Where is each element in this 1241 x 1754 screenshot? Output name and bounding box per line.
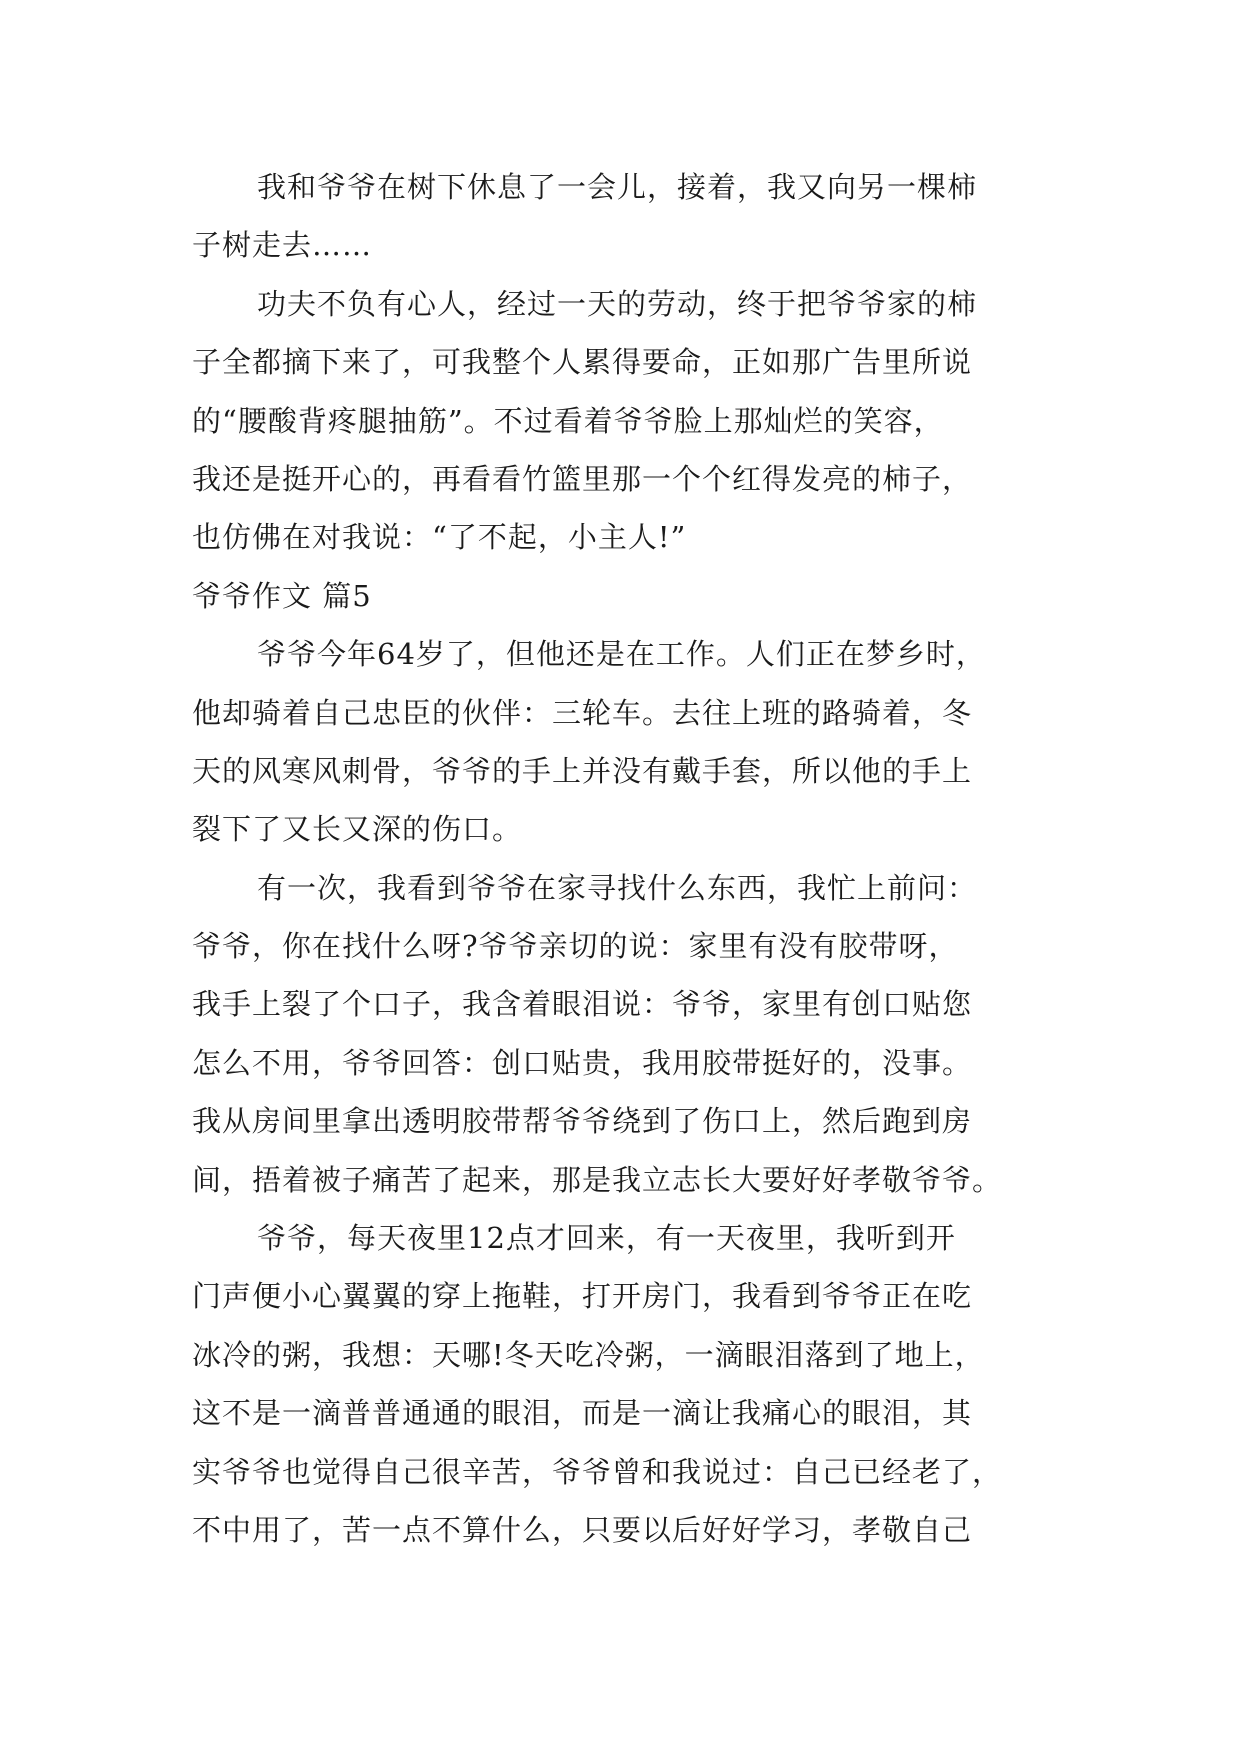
paragraph-line: 不中用了，苦一点不算什么，只要以后好好学习，孝敬自己 xyxy=(192,1512,973,1547)
paragraph-line: 爷爷，你在找什么呀?爷爷亲切的说：家里有没有胶带呀， xyxy=(192,929,959,964)
paragraph-line: 我和爷爷在树下休息了一会儿，接着，我又向另一棵柿 xyxy=(257,170,978,204)
section-heading: 爷爷作文 篇5 xyxy=(192,578,372,613)
paragraph-line: 有一次，我看到爷爷在家寻找什么东西，我忙上前问： xyxy=(257,870,978,905)
paragraph-line: 间，捂着被子痛苦了起来，那是我立志长大要好好孝敬爷爷。 xyxy=(192,1162,1003,1197)
paragraph-line: 爷爷今年64岁了，但他还是在工作。人们正在梦乡时， xyxy=(257,637,986,672)
paragraph-line: 子全都摘下来了，可我整个人累得要命，正如那广告里所说 xyxy=(192,345,973,380)
paragraph-line: 我从房间里拿出透明胶带帮爷爷绕到了伤口上，然后跑到房 xyxy=(192,1104,973,1139)
paragraph-line: 功夫不负有心人，经过一天的劳动，终于把爷爷家的柿 xyxy=(257,286,978,321)
document-body xyxy=(192,158,1072,1559)
paragraph-line: 的“腰酸背疼腿抽筋”。不过看着爷爷脸上那灿烂的笑容， xyxy=(192,403,944,438)
paragraph-line: 我还是挺开心的，再看看竹篮里那一个个红得发亮的柿子， xyxy=(192,461,973,496)
paragraph-line: 也仿佛在对我说：“了不起，小主人!” xyxy=(192,520,687,555)
paragraph-line: 天的风寒风刺骨，爷爷的手上并没有戴手套，所以他的手上 xyxy=(192,753,973,788)
paragraph-line: 他却骑着自己忠臣的伙伴：三轮车。去往上班的路骑着，冬 xyxy=(192,695,973,730)
paragraph-line: 爷爷，每天夜里12点才回来，有一天夜里，我听到开 xyxy=(257,1221,956,1256)
paragraph-line: 这不是一滴普普通通的眼泪，而是一滴让我痛心的眼泪，其 xyxy=(192,1396,973,1431)
paragraph-line: 冰冷的粥，我想：天哪!冬天吃冷粥，一滴眼泪落到了地上， xyxy=(192,1337,985,1372)
paragraph-line: 实爷爷也觉得自己很辛苦，爷爷曾和我说过：自己已经老了， xyxy=(192,1454,1003,1489)
paragraph-line: 怎么不用，爷爷回答：创口贴贵，我用胶带挺好的，没事。 xyxy=(192,1045,973,1080)
paragraph-line: 裂下了又长又深的伤口。 xyxy=(192,812,523,847)
paragraph-line: 我手上裂了个口子，我含着眼泪说：爷爷，家里有创口贴您 xyxy=(192,987,973,1022)
paragraph-line: 子树走去…… xyxy=(192,228,373,263)
paragraph-line: 门声便小心翼翼的穿上拖鞋，打开房门，我看到爷爷正在吃 xyxy=(192,1279,973,1314)
